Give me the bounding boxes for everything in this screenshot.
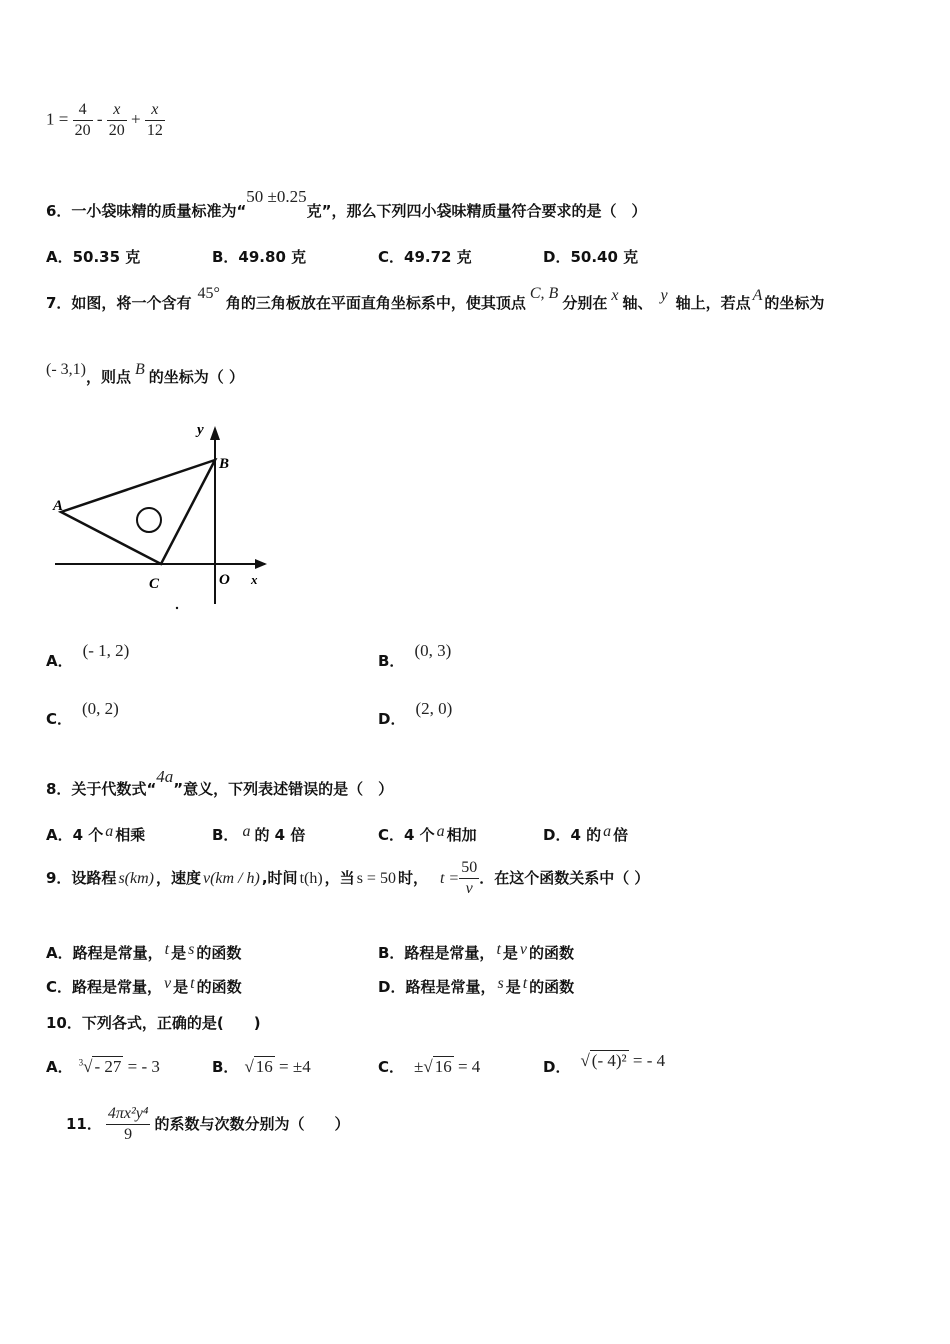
question-10-stem: 10．下列各式，正确的是( ) [46,1014,261,1032]
q6-option-b[interactable]: B．49.80 克 [212,248,307,266]
fraction-2: $\frac{x}{20}$ [108,101,125,139]
label-B: B [219,456,230,472]
fraction-1: $\frac{4}{20}$ [74,101,91,139]
equation-lhs: 1 = [46,109,69,129]
question-8-stem: 8．关于代数式“4a”意义，下列表述错误的是（ ） [46,767,394,798]
q7-option-d[interactable]: D．(2, 0) [378,699,453,728]
y-axis-arrow [210,426,220,440]
q10-option-a[interactable]: A． $^3$√ - 27 = - 3 [46,1057,160,1076]
q9-option-b[interactable]: B．路程是常量， t 是 v 的函数 [378,941,575,962]
triangle-ruler [61,460,215,564]
q10-option-b[interactable]: B． √ 16 = ±4 [212,1057,311,1076]
label-C: C [149,576,160,592]
triangle-hole [137,508,161,532]
q7-option-c[interactable]: C．(0, 2) [46,699,119,728]
label-y: y [197,422,204,438]
q8-option-d[interactable]: D．4 的 a 倍 [543,823,629,844]
q10-option-c[interactable]: C． ±√ 16 = 4 [378,1057,481,1076]
question-7-stem-line2: (- 3,1)，则点 B 的坐标为（ ） [46,361,245,386]
q9-option-d[interactable]: D．路程是常量， s 是 t 的函数 [378,975,575,996]
question-7-stem: 7．如图，将一个含有45°角的三角板放在平面直角坐标系中，使其顶点C, B分别在 x 轴、 y 轴上，若点 A 的坐标为 [46,285,825,312]
q9-option-c[interactable]: C．路程是常量， v 是 t 的函数 [46,975,242,996]
question-11-stem: 11． $\frac{\text{4πx²y⁴}}{9}$ 的系数与次数分别为（ ） [66,1105,350,1143]
q7-option-b[interactable]: B．(0, 3) [378,641,452,670]
q6-option-c[interactable]: C．49.72 克 [378,248,472,266]
q9-option-a[interactable]: A．路程是常量， t 是 s 的函数 [46,941,242,962]
question-6-stem: 6．一小袋味精的质量标准为“50 ±0.25克”，那么下列四小袋味精质量符合要求的是（ ） [46,187,647,220]
q7-option-a[interactable]: A．(- 1, 2) [46,641,130,670]
q8-option-b[interactable]: B． a 的 4 倍 [212,823,306,844]
x-axis-arrow [255,559,267,569]
q6-option-a[interactable]: A．50.35 克 [46,248,141,266]
label-A: A [53,498,64,514]
q8-option-c[interactable]: C．4 个 a 相加 [378,823,477,844]
fraction-3: $\frac{x}{12}$ [146,101,163,139]
label-x: x [251,572,258,587]
label-O: O [219,572,230,588]
ink-dot [176,607,178,609]
question-9-stem: 9．设路程 s(km) ，速度 v(km / h) ,时间 t(h) ，当 s = 50 时， t = $\frac{50}{v}$ ．在这个函数关系中（ ） [46,859,650,897]
top-equation: 1 = $\frac{4}{20}$ - $\frac{x}{20}$ + $\frac{x}{12}$ [46,101,163,139]
q10-option-d[interactable]: D． √ (- 4)² = - 4 [543,1051,666,1076]
q7-figure-triangle-on-axes [45,418,275,613]
q8-option-a[interactable]: A．4 个 a 相乘 [46,823,146,844]
q6-option-d[interactable]: D．50.40 克 [543,248,639,266]
